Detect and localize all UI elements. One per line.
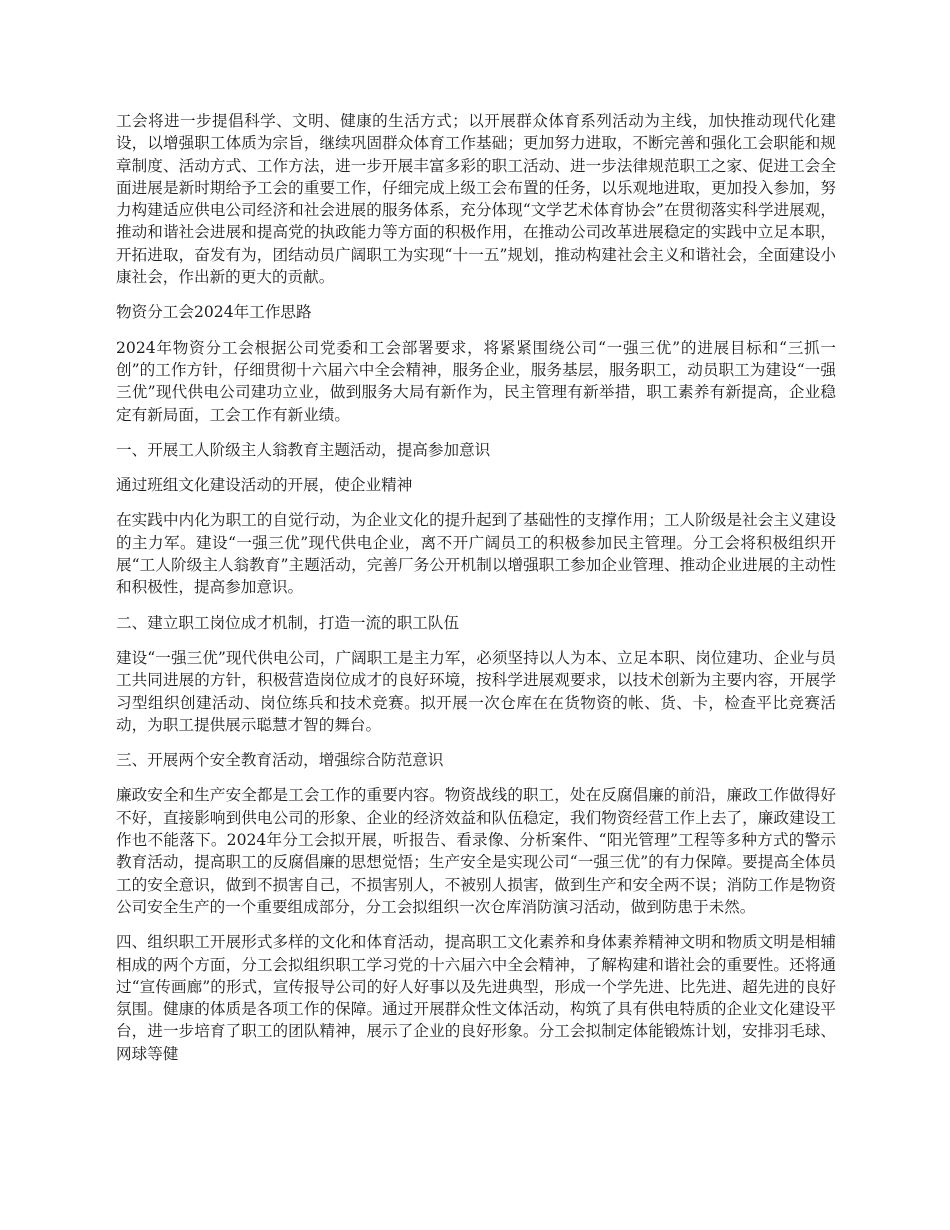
document-page: [116, 110, 836, 1078]
paragraph-item-2-body: 建设“一强三优”现代供电公司，广阔职工是主力军，必须坚持以人为本、立足本职、岗位建功、企业与员工共同进展的方针，积极营造岗位成才的良好环境，按科学进展观要求，以技术创新为主要内容，开展学习型组织创建活动、岗位练兵和技术竞赛。拟开展一次仓库在在货物资的帐、货、卡，检查平比竞赛活动，为职工提供展示聪慧才智的舞台。: [116, 648, 836, 734]
paragraph-item-4: 四、组织职工开展形式多样的文化和体育活动，提高职工文化素养和身体素养精神文明和物质文明是相辅相成的两个方面，分工会拟组织职工学习党的十六届六中全会精神，了解构建和谐社会的重要性。还将通过“宣传画廊”的形式，宣传报导公司的好人好事以及先进典型，形成一个学先进、比先进、超先进的良好氛围。健康的体质是各项工作的保障。通过开展群众性文体活动，构筑了具有供电特质的企业文化建设平台，进一步培育了职工的团队精神，展示了企业的良好形象。分工会拟制定体能锻炼计划，安排羽毛球、网球等健: [116, 933, 836, 1063]
paragraph-item-3-body: 廉政安全和生产安全都是工会工作的重要内容。物资战线的职工，处在反腐倡廉的前沿，廉政工作做得好不好，直接影响到供电公司的形象、企业的经济效益和队伍稳定，我们物资经营工作上去了，廉政建设工作也不能落下。2024年分工会拟开展，听报告、看录像、分析案件、“阳光管理”工程等多种方式的警示教育活动，提高职工的反腐倡廉的思想觉悟；生产安全是实现公司“一强三优”的有力保障。要提高全体员工的安全意识，做到不损害自己，不损害别人，不被别人损害，做到生产和安全两不误；消防工作是物资公司安全生产的一个重要组成部分，分工会拟组织一次仓库消防演习活动，做到防患于未然。: [116, 786, 836, 916]
heading-item-2: 二、建立职工岗位成才机制，打造一流的职工队伍: [116, 613, 460, 632]
heading-item-1: 一、开展工人阶级主人翁教育主题活动，提高参加意识: [116, 440, 491, 459]
paragraph-intro-conclusion: 工会将进一步提倡科学、文明、健康的生活方式；以开展群众体育系列活动为主线，加快推动现代化建设，以增强职工体质为宗旨，继续巩固群众体育工作基础；更加努力进取，不断完善和强化工会职能和规章制度、活动方式、工作方法，进一步开展丰富多彩的职工活动、进一步法律规范职工之家、促进工会全面进展是新时期给予工会的重要工作，仔细完成上级工会布置的任务，以乐观地进取，更加投入参加，努力构建适应供电公司经济和社会进展的服务体系，充分体现“文学艺术体育协会”在贯彻落实科学进展观，推动和谐社会进展和提高党的执政能力等方面的积极作用，在推动公司改革进展稳定的实践中立足本职，开拓进取，奋发有为，团结动员广阔职工为实现“十一五”规划，推动构建社会主义和谐社会，全面建设小康社会，作出新的更大的贡献。: [116, 112, 836, 287]
heading-item-3: 三、开展两个安全教育活动，增强综合防范意识: [116, 751, 444, 770]
paragraph-item-1-body: 在实践中内化为职工的自觉行动，为企业文化的提升起到了基础性的支撑作用；工人阶级是社会主义建设的主力军。建设“一强三优”现代供电企业，离不开广阔员工的积极参加民主管理。分工会将积极组织开展“工人阶级主人翁教育”主题活动，完善厂务公开机制以增强职工参加企业管理、推动企业进展的主动性和积极性，提高参加意识。: [116, 511, 836, 597]
section-title: 物资分工会2024年工作思路: [116, 303, 312, 322]
paragraph-item-1-lead: 通过班组文化建设活动的开展，使企业精神: [116, 476, 413, 495]
paragraph-overview: 2024年物资分工会根据公司党委和工会部署要求，将紧紧围绕公司“一强三优”的进展目标和“三抓一创”的工作方针，仔细贯彻十六届六中全会精神，服务企业，服务基层，服务职工，动员职工为建设“一强三优”现代供电公司建功立业，做到服务大局有新作为，民主管理有新举措，职工素养有新提高，企业稳定有新局面，工会工作有新业绩。: [116, 338, 836, 424]
